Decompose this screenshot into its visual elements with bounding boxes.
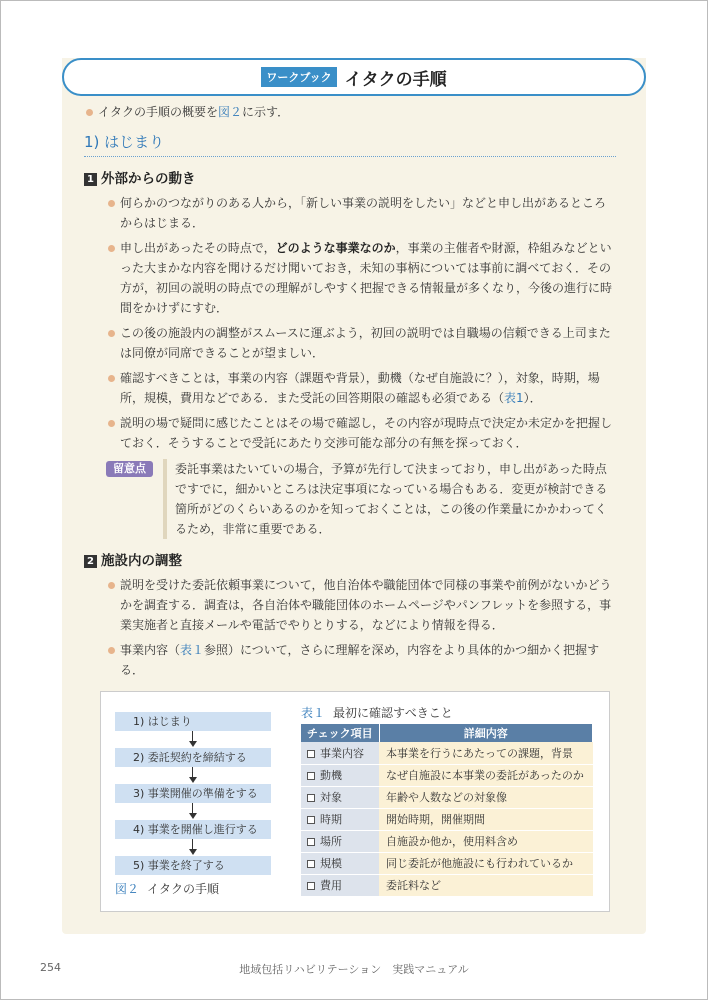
list-item (106, 368, 616, 408)
list-item-text: ）． (523, 391, 542, 405)
subheading-internal (84, 551, 616, 571)
caution-note (106, 459, 616, 539)
workbook-title-bar (62, 58, 646, 96)
check-item-cell (301, 874, 379, 896)
check-item-label: 事業内容 (320, 746, 364, 760)
checklist-table (301, 724, 593, 897)
intro-text-end: に示す． (242, 105, 290, 119)
detail-cell: 委託料など (379, 874, 593, 896)
check-item-cell (301, 830, 379, 852)
detail-cell: 本事業を行うにあたっての課題，背景 (379, 742, 593, 764)
check-item-cell (301, 742, 379, 764)
check-item-cell (301, 786, 379, 808)
check-item-label: 費用 (320, 879, 342, 892)
page-title: イタクの手順 (344, 69, 447, 90)
detail-cell: 自施設か他か，使用料含め (379, 830, 593, 852)
flow-step: 4) 事業を開催し進行する (115, 820, 271, 839)
emphasis-text: どのような事業なのか (275, 241, 396, 255)
list-item: 何らかのつながりのある人から，「新しい事業の説明をしたい」などと申し出があるところからはじまる． (106, 193, 616, 233)
number-box: 2 (84, 555, 97, 568)
table-row (301, 808, 593, 830)
detail-cell: 開始時期，開催期間 (379, 808, 593, 830)
table-row (301, 742, 593, 764)
table-row (301, 874, 593, 896)
table-1-link[interactable]: 表１ (180, 643, 205, 657)
list-item: 説明を受けた委託依頼事業について，他自治体や職能団体で同様の事業や前例がないかどうかを調査する．調査は，各自治体や職能団体のホームページやパンフレットを参照する，事業実施者と直接メールや電話でやりとりする，などにより情報を得る． (106, 575, 616, 635)
caution-text: 委託事業はたいていの場合，予算が先行して決まっており，申し出があった時点ですでに，細かいところは決定事項になっている場合もある．変更が検討できる箇所がどのくらいあるのかを知っておくことは，この後の作業量にかかわってくるため，非常に重要である． (163, 459, 616, 539)
list-item-text: 確認すべきことは，事業の内容（課題や背景），動機（なぜ自施設に？），対象，時期，場所，規模，費用などである．また受託の回答期限の確認も必須である（ (120, 371, 600, 405)
caution-tag: 留意点 (106, 461, 153, 477)
table-caption-text: 最初に確認すべきこと (333, 706, 453, 720)
table-caption-label: 表１ (301, 706, 326, 720)
figure-caption-text: イタクの手順 (147, 882, 220, 896)
checkbox-icon[interactable] (307, 882, 315, 890)
down-arrow-icon (115, 731, 271, 748)
table-caption (301, 704, 453, 721)
checkbox-icon[interactable] (307, 772, 315, 780)
list-item: この後の施設内の調整がスムースに運ぶよう，初回の説明では自職場の信頼できる上司または同僚が同席できることが望ましい． (106, 323, 616, 363)
check-item-label: 場所 (320, 835, 342, 848)
table-row (301, 830, 593, 852)
subheading-title: 外部からの動き (101, 171, 196, 187)
column-header: チェック項目 (301, 724, 379, 742)
checkbox-icon[interactable] (307, 794, 315, 802)
list-item (106, 640, 616, 680)
down-arrow-icon (115, 839, 271, 856)
process-flowchart (115, 712, 271, 875)
figure-caption (115, 880, 219, 897)
check-item-cell (301, 852, 379, 874)
list-item (106, 238, 616, 318)
down-arrow-icon (115, 803, 271, 820)
list-item-text: ，事業の主催者や財源，枠組みなどといった大まかな内容を聞けるだけ聞いておき，未知の事柄については事前に調べておく．その方が，初回の説明の時点での理解がしやすく把握できる情報量が多くなり，今後の進行に時間をかけずにすむ． (120, 241, 613, 315)
check-item-label: 時期 (320, 813, 342, 826)
flow-step: 3) 事業開催の準備をする (115, 784, 271, 803)
flow-step: 2) 委託契約を締結する (115, 748, 271, 767)
flow-step: 1) はじまり (115, 712, 271, 731)
main-content (84, 102, 616, 680)
checkbox-icon[interactable] (307, 750, 315, 758)
check-item-cell (301, 764, 379, 786)
check-item-label: 規模 (320, 857, 342, 870)
column-header: 詳細内容 (379, 724, 593, 742)
check-item-cell (301, 808, 379, 830)
workbook-badge: ワークブック (261, 67, 336, 87)
list-item-text: 事業内容（ (120, 643, 181, 657)
figure-2-link[interactable]: 図２ (218, 105, 243, 119)
check-item-label: 動機 (320, 769, 342, 782)
number-box: 1 (84, 173, 97, 186)
table-row (301, 852, 593, 874)
table-1-link[interactable]: 表1 (504, 391, 524, 405)
checkbox-icon[interactable] (307, 816, 315, 824)
table-row (301, 764, 593, 786)
checkbox-icon[interactable] (307, 838, 315, 846)
section-heading-beginning: 1) はじまり (84, 132, 616, 157)
table-header-row (301, 724, 593, 742)
intro-text: イタクの手順の概要を (98, 105, 219, 119)
flow-step: 5) 事業を終了する (115, 856, 271, 875)
list-item: 説明の場で疑問に感じたことはその場で確認し，その内容が現時点で決定か未定かを把握しておく．そうすることで受託にあたり交渉可能な部分の有無を探っておく． (106, 413, 616, 453)
detail-cell: 同じ委託が他施設にも行われているか (379, 852, 593, 874)
check-item-label: 対象 (320, 791, 342, 804)
bullet-list-internal (84, 575, 616, 680)
subheading-external (84, 169, 616, 189)
subheading-title: 施設内の調整 (101, 553, 182, 569)
table-row (301, 786, 593, 808)
list-item-text: 申し出があったその時点で， (120, 241, 276, 255)
list-item-text: 参照）について，さらに理解を深め，内容をより具体的かつ細かく把握する． (120, 643, 600, 677)
figure-table-box (100, 691, 610, 912)
intro-paragraph (84, 102, 616, 122)
bullet-list-external (84, 193, 616, 453)
checkbox-icon[interactable] (307, 860, 315, 868)
figure-caption-label: 図２ (115, 882, 140, 896)
detail-cell: 年齢や人数などの対象像 (379, 786, 593, 808)
down-arrow-icon (115, 767, 271, 784)
detail-cell: なぜ自施設に本事業の委託があったのか (379, 764, 593, 786)
page-number: 254 (40, 961, 61, 974)
book-title-footer: 地域包括リハビリテーション 実践マニュアル (239, 963, 469, 976)
